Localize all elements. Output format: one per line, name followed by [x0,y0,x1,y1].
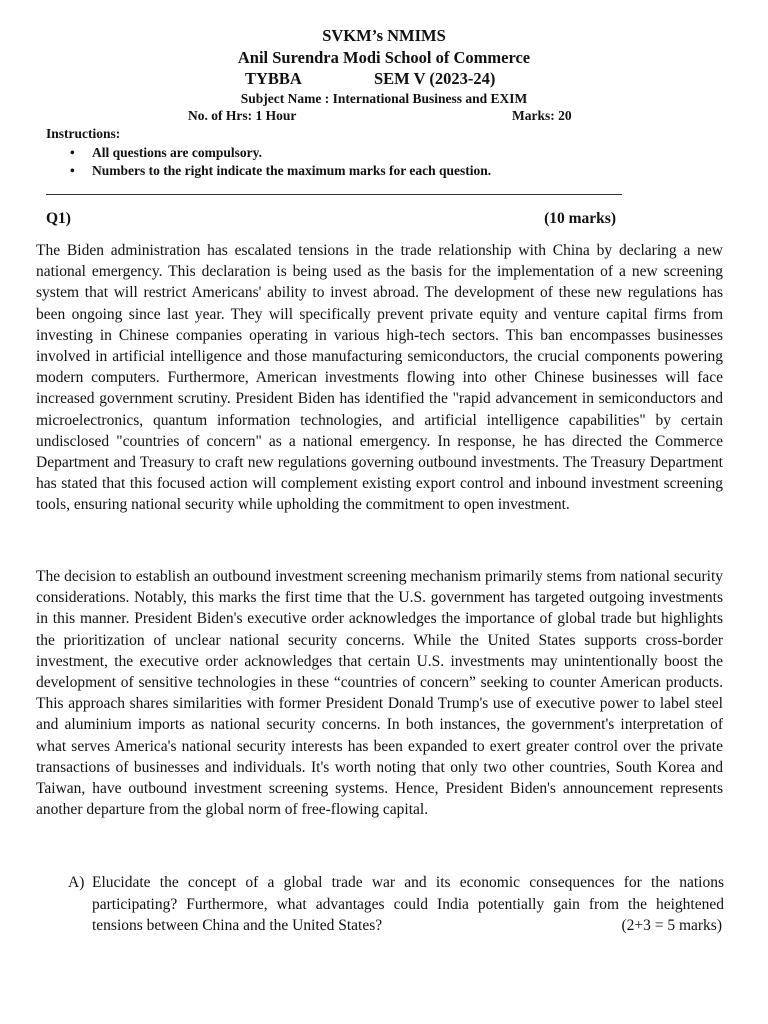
program-name: TYBBA [245,69,302,88]
school-name: Anil Surendra Modi School of Commerce [237,48,531,67]
instruction-text: Numbers to the right indicate the maximum marks for each question. [92,163,492,178]
bullet-icon: • [70,145,75,160]
subject-name: Subject Name : International Business and EXIM [240,91,528,106]
instruction-item [70,162,491,180]
instructions-list [70,144,491,180]
instruction-text: All questions are compulsory. [92,145,263,160]
case-paragraph-2: The decision to establish an outbound investment screening mechanism primarily stems from national security considerations. Notably, this marks the first time that the U.S. government has targeted outgoing investments in this manner. President Biden's executive order acknowledges the importance of global trade but highlights the prioritization of unclear national security concerns. While the United States supports cross-border investment, the executive order acknowledges that certain U.S. investments may unintentionally boost the development of sensitive technologies in these “countries of concern” seeking to counter American products. This approach shares similarities with former President Donald Trump's use of executive power to label steel and aluminium imports as national security concerns. In both instances, the government's interpretation of what serves America's national security interests has been expanded to exert greater control over the private transactions of businesses and individuals. It's worth noting that only two other countries, South Korea and Taiwan, have outbound investment screening systems. Hence, President Biden's announcement represents another departure from the global norm of free-flowing capital. [36,568,723,819]
bullet-icon: • [70,163,75,178]
sub-question-text: Elucidate the concept of a global trade war and its economic consequences for the nations participating? Furthermore, what advantages could India potentially gain from the heightened tensions between China and the United States? [92,874,724,934]
total-marks: Marks: 20 [512,108,572,123]
sub-question-label: A) [68,874,85,891]
instructions-title: Instructions: [46,126,121,141]
question-label: Q1) [46,210,71,227]
instruction-item [70,144,491,162]
sub-question-marks: (2+3 = 5 marks) [621,917,722,934]
case-paragraph-1: The Biden administration has escalated tensions in the trade relationship with China by declaring a new national emergency. This declaration is being used as the basis for the implementation of a new screening system that will restrict Americans' ability to invest abroad. The development of these new regulations has been ongoing since last year. They will specifically prevent private equity and venture capital firms from investing in Chinese companies operating in various high-tech sectors. This ban encompasses businesses involved in artificial intelligence and those manufacturing semiconductors, the crucial components powering modern computers. Furthermore, American investments flowing into other Chinese businesses will face increased government scrutiny. President Biden has identified the "rapid advancement in semiconductors and microelectronics, quantum information technologies, and artificial intelligence capabilities" by certain undisclosed "countries of concern" as a national emergency. In response, he has directed the Commerce Department and Treasury to craft new regulations governing outbound investments. The Treasury Department has stated that this focused action will complement existing export control and inbound investment screening tools, ensuring national security while upholding the commitment to open investment. [36,242,723,514]
institution-name: SVKM’s NMIMS [322,26,446,45]
section-divider [46,194,622,195]
semester-label: SEM V (2023-24) [374,69,496,88]
question-marks: (10 marks) [544,210,616,227]
sub-question-a [68,872,724,937]
exam-duration: No. of Hrs: 1 Hour [188,108,297,123]
